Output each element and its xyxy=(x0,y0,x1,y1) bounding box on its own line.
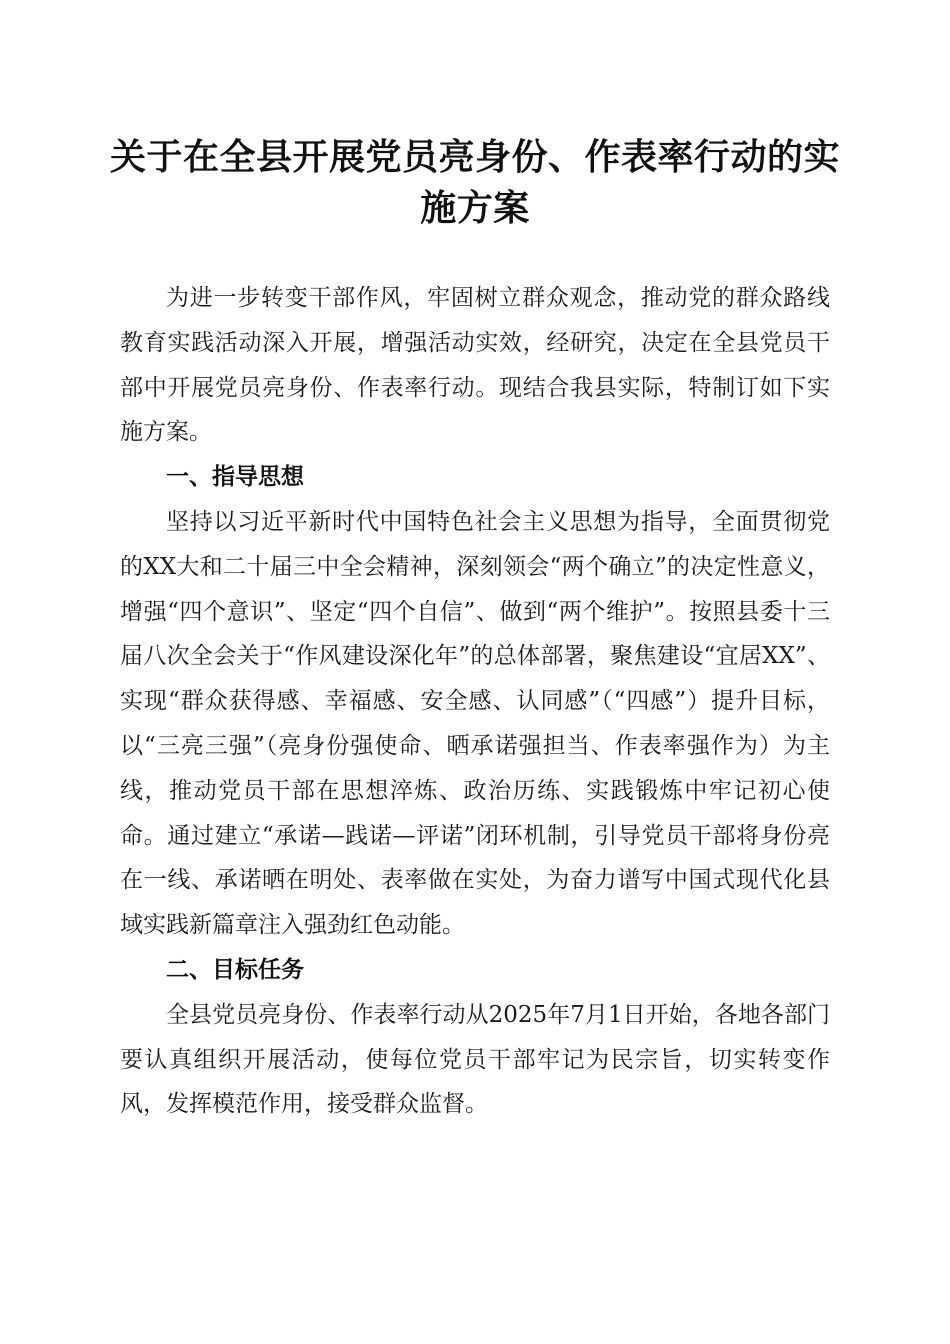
section-paragraph-guiding-ideology: 坚持以习近平新时代中国特色社会主义思想为指导，全面贯彻党的XX大和二十届三中全会精神，深刻领会“两个确立”的决定性意义，增强“四个意识”、坚定“四个自信”、做到“两个维护”。按照县委十三届八次全会关于“作风建设深化年”的总体部署，聚焦建设“宜居XX”、实现“群众获得感、幸福感、安全感、认同感”（“四感”）提升目标，以“三亮三强”（亮身份强使命、晒承诺强担当、作表率强作为）为主线，推动党员干部在思想淬炼、政治历练、实践锻炼中牢记初心使命。通过建立“承诺—践诺—评诺”闭环机制，引导党员干部将身份亮在一线、承诺晒在明处、表率做在实处，为奋力谱写中国式现代化县域实践新篇章注入强劲红色动能。 xyxy=(120,508,830,939)
document-title: 关于在全县开展党员亮身份、作表率行动的实施方案 xyxy=(109,136,840,229)
section-heading-goals-tasks: 二、目标任务 xyxy=(166,956,304,983)
section-heading-guiding-ideology: 一、指导思想 xyxy=(166,464,304,491)
section-paragraph-goals-tasks: 全县党员亮身份、作表率行动从2025年7月1日开始，各地各部门要认真组织开展活动，使每位党员干部牢记为民宗旨，切实转变作风，发挥模范作用，接受群众监督。 xyxy=(120,1001,830,1118)
intro-paragraph: 为进一步转变干部作风，牢固树立群众观念，推动党的群众路线教育实践活动深入开展，增强活动实效，经研究，决定在全县党员干部中开展党员亮身份、作表率行动。现结合我县实际，特制订如下实施方案。 xyxy=(120,285,830,446)
document-body xyxy=(120,276,830,1127)
